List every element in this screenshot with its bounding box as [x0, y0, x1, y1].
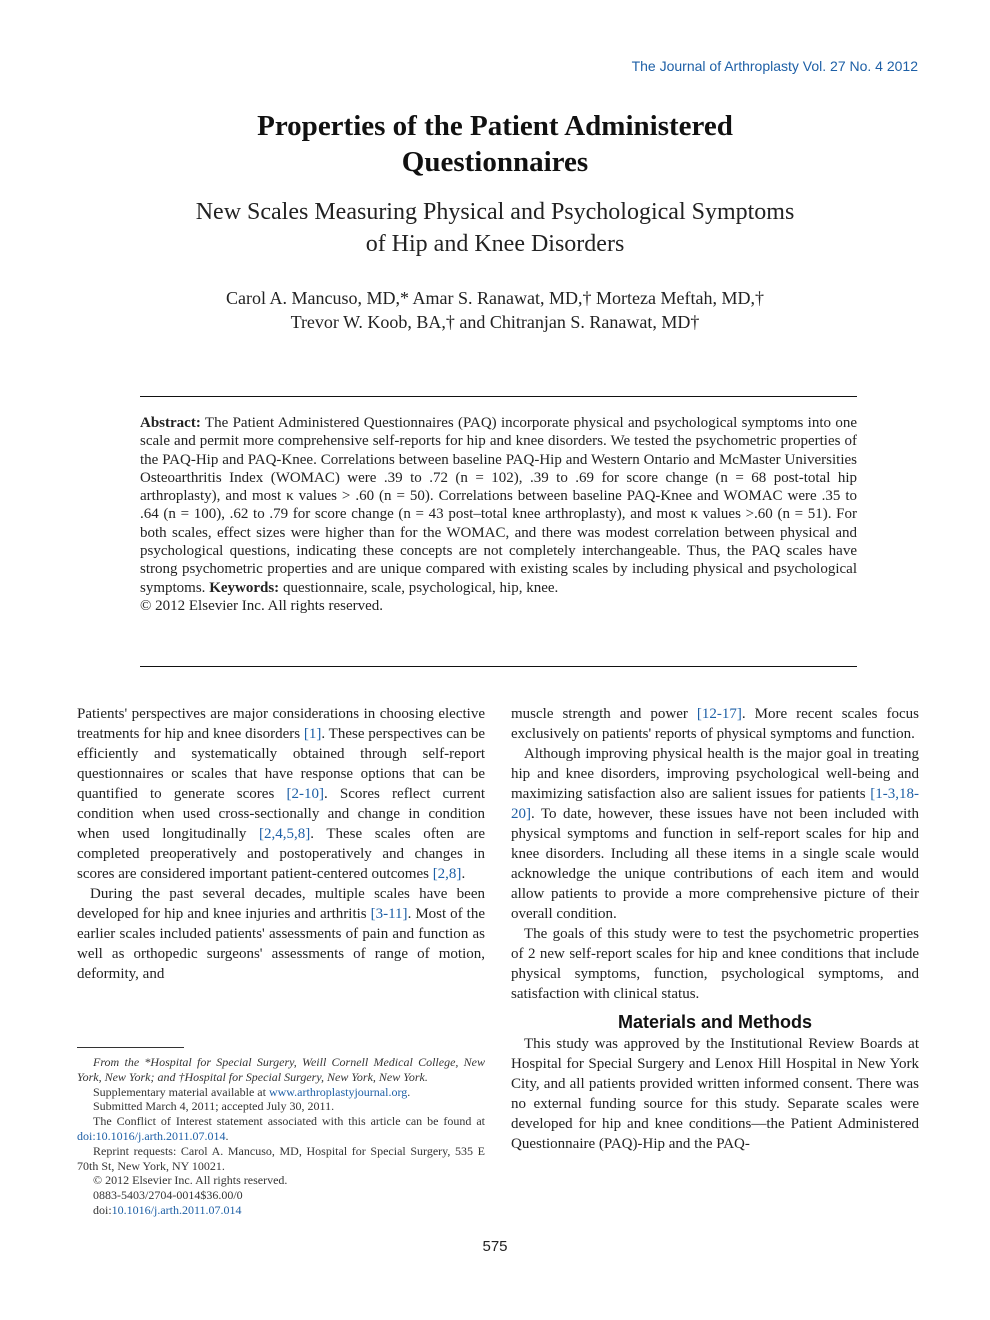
doi-link[interactable]: 10.1016/j.arth.2011.07.014: [111, 1202, 242, 1217]
title-line-2: Questionnaires: [401, 146, 589, 178]
body-text: . To date, however, these issues have not been included with physical symptoms and function in self-report scales for hip and knee disorders. Including all these items in a single scale would acknowledge the unique contributions of each item and would allow patients to provide a more comprehensive picture of their overall condition.: [511, 806, 919, 922]
reference-link[interactable]: [2,8]: [432, 866, 462, 882]
body-text: Although improving physical health is the major goal in treating hip and knee disorders, improving psychological well-being and maximizing satisfaction also are salient issues for patients: [511, 746, 919, 802]
note-text: The Conflict of Interest statement associated with this article can be found at: [93, 1114, 485, 1129]
paragraph: The goals of this study were to test the psychometric properties of 2 new self-report scales for hip and knee conditions that include physical symptoms, function, psychological symptoms, and satisfaction with clinical status.: [511, 926, 919, 1002]
section-heading-materials-methods: Materials and Methods: [617, 1012, 813, 1032]
author-list: [0, 286, 990, 334]
body-text: .: [461, 866, 466, 882]
left-column: [77, 704, 485, 984]
body-text: . These scales often are completed preoperatively and postoperatively and changes in scores are considered important patient-centered outcomes: [77, 826, 485, 882]
body-text: . Most of the earlier scales included patients' assessments of pain and function as well as orthopedic surgeons' assessments of range of motion, deformity, and: [77, 906, 485, 982]
right-column: [511, 704, 919, 1154]
coi-doi-link[interactable]: doi:10.1016/j.arth.2011.07.014: [77, 1128, 226, 1143]
footnote-copyright: © 2012 Elsevier Inc. All rights reserved.: [93, 1173, 288, 1188]
note-text: .: [407, 1084, 411, 1099]
abstract-text: The Patient Administered Questionnaires (PAQ) incorporate physical and psychological symptoms into one scale and permit more comprehensive self-reports for hip and knee disorders. We tested the psychometric properties of the PAQ-Hip and PAQ-Knee. Correlations between baseline PAQ-Hip and Western Ontario and McMaster Universities Osteoarthritis Index (WOMAC) were .39 to .72 (n = 102), .39 to .69 for score change (n = 68 post-total hip arthroplasty), and most κ values > .60 (n = 50). Correlations between baseline PAQ-Knee and WOMAC were .35 to .64 (n = 100), .62 to .79 for score change (n = 43 post–total knee arthroplasty), and most κ values >.60 (n = 51). For both scales, effect sizes were higher than for the WOMAC, and there was modest correlation between physical and psychological questions, indicating these concepts are not completely interchangeable. Thus, the PAQ scales have strong psychometric properties and are unique compared with existing scales by including physical and psychological symptoms.: [140, 415, 857, 596]
abstract-bottom-rule: [140, 666, 857, 667]
reference-link[interactable]: [12-17]: [696, 706, 742, 722]
article-title: [0, 108, 990, 180]
abstract-top-rule: [140, 396, 857, 397]
paragraph: [511, 744, 919, 924]
reference-link[interactable]: [3-11]: [370, 906, 408, 922]
submission-dates: Submitted March 4, 2011; accepted July 30, 2011.: [93, 1099, 335, 1114]
footnote-rule: [77, 1047, 184, 1048]
body-text: . These perspectives can be efficiently and systematically obtained through self-report questionnaires or scales that have response options that can be quantified to generate scores: [77, 726, 485, 802]
keywords: questionnaire, scale, psychological, hip, knee.: [282, 579, 559, 596]
authors-line-2: Trevor W. Koob, BA,† and Chitranjan S. Ranawat, MD†: [290, 312, 700, 332]
paragraph: [511, 704, 919, 744]
reference-link[interactable]: [2-10]: [286, 786, 324, 802]
title-line-1: Properties of the Patient Administered: [257, 110, 733, 142]
reference-link[interactable]: [2,4,5,8]: [259, 826, 311, 842]
reference-link[interactable]: [1-3,18-20]: [511, 786, 919, 822]
page-number: 575: [482, 1238, 508, 1255]
keywords-label: Keywords:: [209, 579, 280, 596]
reprint-requests: Reprint requests: Carol A. Mancuso, MD, Hospital for Special Surgery, 535 E 70th St, New York, NY 10021.: [77, 1143, 485, 1173]
body-text: . More recent scales focus exclusively on patients' reports of physical symptoms and function.: [511, 706, 919, 742]
authors-line-1: Carol A. Mancuso, MD,* Amar S. Ranawat, MD,† Morteza Meftah, MD,†: [226, 288, 764, 308]
journal-citation: The Journal of Arthroplasty Vol. 27 No. 4 2012: [631, 58, 918, 74]
abstract-copyright: © 2012 Elsevier Inc. All rights reserved.: [140, 597, 384, 614]
doi-line: [77, 1203, 485, 1218]
subtitle-line-1: New Scales Measuring Physical and Psychological Symptoms: [195, 199, 795, 225]
body-text: . Scores reflect current condition when used cross-sectionally and change in condition when used longitudinally: [77, 786, 486, 842]
doi-label: doi:: [93, 1202, 112, 1217]
paragraph: This study was approved by the Institutional Review Boards at Hospital for Special Surgery and Lenox Hill Hospital in New York City, and all patients provided written informed consent. There was no external funding source for this study. Separate scales were developed for hip and knee conditions—the Patient Administered Questionnaire (PAQ)-Hip and the PAQ-: [511, 1036, 919, 1152]
footnotes: [77, 1055, 485, 1218]
abstract-label: Abstract:: [140, 415, 201, 431]
article-subtitle: [0, 196, 990, 260]
subtitle-line-2: of Hip and Knee Disorders: [365, 231, 625, 257]
body-text: muscle strength and power: [511, 706, 697, 722]
conflict-note: [77, 1114, 485, 1144]
issn: 0883-5403/2704-0014$36.00/0: [93, 1188, 243, 1203]
note-text: Supplementary material available at: [93, 1084, 269, 1099]
supplementary-note: [77, 1085, 485, 1100]
body-text: Patients' perspectives are major considerations in choosing elective treatments for hip and knee disorders: [77, 706, 485, 742]
paragraph: [77, 704, 485, 884]
affiliation-note: From the *Hospital for Special Surgery, Weill Cornell Medical College, New York, New York; and †Hospital for Special Surgery, New York, New York.: [77, 1055, 485, 1084]
journal-website-link[interactable]: www.arthroplastyjournal.org: [268, 1084, 408, 1099]
abstract: [140, 414, 857, 615]
body-text: During the past several decades, multiple scales have been developed for hip and knee injuries and arthritis: [77, 886, 485, 922]
reference-link[interactable]: [1]: [303, 726, 322, 742]
paragraph: [77, 884, 485, 984]
note-text: .: [225, 1128, 229, 1143]
